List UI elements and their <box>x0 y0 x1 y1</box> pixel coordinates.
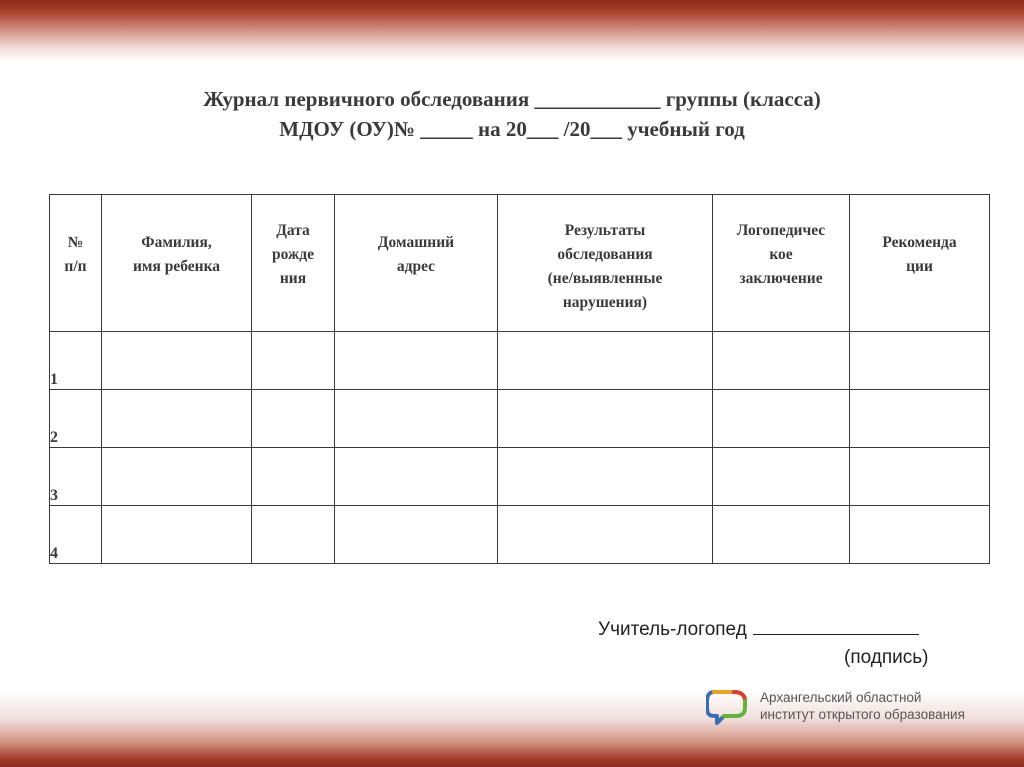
header-examination-results: Результаты обследования (не/выявленные нарушения) <box>498 195 713 332</box>
cell-examination-results[interactable] <box>498 332 713 390</box>
document-title <box>0 84 1024 144</box>
cell-home-address[interactable] <box>335 390 498 448</box>
cell-examination-results[interactable] <box>498 506 713 564</box>
cell-child-name[interactable] <box>102 390 252 448</box>
signature-caption: (подпись) <box>844 647 929 668</box>
header-home-address: Домашний адрес <box>335 195 498 332</box>
row-number: 2 <box>50 390 102 448</box>
header-child-name: Фамилия, имя ребенка <box>102 195 252 332</box>
cell-home-address[interactable] <box>335 506 498 564</box>
organization-name <box>760 689 965 723</box>
cell-recommendations[interactable] <box>850 448 990 506</box>
table-row <box>50 506 990 564</box>
cell-recommendations[interactable] <box>850 332 990 390</box>
table-row <box>50 332 990 390</box>
table-row <box>50 390 990 448</box>
cell-speech-conclusion[interactable] <box>713 506 850 564</box>
cell-recommendations[interactable] <box>850 390 990 448</box>
cell-child-name[interactable] <box>102 448 252 506</box>
cell-birth-date[interactable] <box>252 506 335 564</box>
cell-speech-conclusion[interactable] <box>713 332 850 390</box>
cell-recommendations[interactable] <box>850 506 990 564</box>
organization-line-1: Архангельский областной <box>760 690 922 705</box>
signature-block <box>598 619 919 641</box>
cell-examination-results[interactable] <box>498 390 713 448</box>
cell-child-name[interactable] <box>102 506 252 564</box>
cell-birth-date[interactable] <box>252 448 335 506</box>
top-decorative-band <box>0 0 1024 62</box>
cell-speech-conclusion[interactable] <box>713 390 850 448</box>
row-number: 1 <box>50 332 102 390</box>
row-number: 3 <box>50 448 102 506</box>
cell-birth-date[interactable] <box>252 390 335 448</box>
institute-logo-icon <box>706 688 752 728</box>
row-number: 4 <box>50 506 102 564</box>
cell-home-address[interactable] <box>335 448 498 506</box>
cell-examination-results[interactable] <box>498 448 713 506</box>
title-line-2: МДОУ (ОУ)№ _____ на 20___ /20___ учебный год <box>279 117 745 141</box>
table-row <box>50 448 990 506</box>
cell-child-name[interactable] <box>102 332 252 390</box>
cell-birth-date[interactable] <box>252 332 335 390</box>
title-line-1: Журнал первичного обследования ____________ группы (класса) <box>203 87 821 111</box>
header-birth-date: Дата рожде ния <box>252 195 335 332</box>
table-header-row <box>50 195 990 332</box>
signature-line[interactable] <box>753 620 919 635</box>
cell-speech-conclusion[interactable] <box>713 448 850 506</box>
header-speech-conclusion: Логопедичес кое заключение <box>713 195 850 332</box>
cell-home-address[interactable] <box>335 332 498 390</box>
header-recommendations: Рекоменда ции <box>850 195 990 332</box>
examination-journal-table <box>49 194 990 564</box>
organization-line-2: институт открытого образования <box>760 707 965 722</box>
header-number: № п/п <box>50 195 102 332</box>
signature-label: Учитель-логопед <box>598 619 747 640</box>
